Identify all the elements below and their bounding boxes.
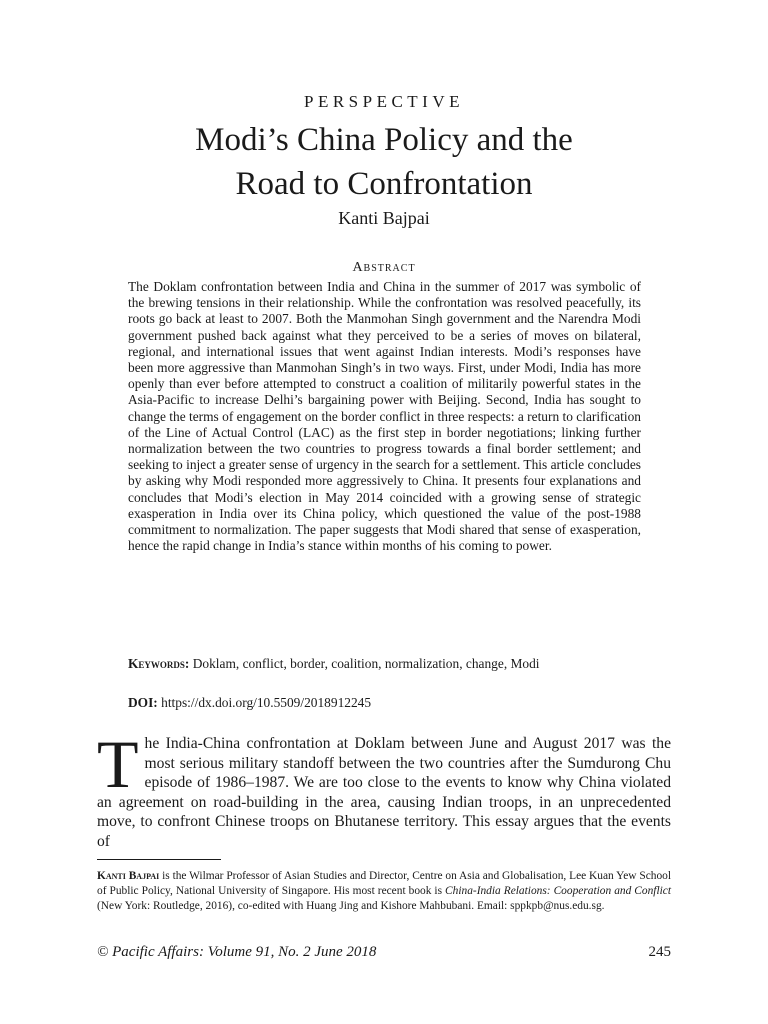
doi-link[interactable]: https://dx.doi.org/10.5509/2018912245	[161, 695, 372, 710]
article-title	[0, 118, 768, 206]
drop-cap: T	[97, 726, 139, 802]
footnote-author-name: Kanti Bajpai	[97, 870, 160, 882]
footnote-text-2: (New York: Routledge, 2016), co-edited with Huang Jing and Kishore Mahbubani. Email: sppkpb@nus.edu.sg.	[97, 900, 605, 912]
author-footnote	[97, 869, 671, 914]
title-line-1: Modi’s China Policy and the	[195, 122, 573, 158]
keywords	[128, 656, 641, 672]
section-label: PERSPECTIVE	[303, 92, 465, 111]
title-line-2: Road to Confrontation	[235, 166, 533, 202]
footnote-text-1: is the Wilmar Professor of Asian Studies and Director, Centre on Asia and Globalisation, Lee Kuan Yew School of Public Policy, National University of Singapore. His most recent book is	[97, 870, 671, 897]
abstract-text: The Doklam confrontation between India and China in the summer of 2017 was symbolic of the brewing tensions in their relationship. While the confrontation was resolved peacefully, its roots go back at least to 2007. Both the Manmohan Singh government and the Narendra Modi government pushed back against what they perceived to be a series of moves on bilateral, regional, and international issues that went against Indian interests. Modi’s responses have been more aggressive than Manmohan Singh’s in two ways. First, under Modi, India has more openly than ever before attempted to construct a coalition of militarily powerful states in the Asia-Pacific to increase Delhi’s bargaining power with Beijing. Second, India has sought to change the terms of engagement on the border conflict in three respects: a return to clarification of the Line of Actual Control (LAC) as the first step in border negotiations; linking further normalization between the two countries to progress towards a final border settlement; and seeking to inject a greater sense of urgency in the search for a settlement. This article concludes by asking why Modi responded more aggressively to China. It presents four explanations and concludes that Modi’s election in May 2014 coincided with a growing sense of strategic exasperation in India over its China policy, which questioned the value of the post-1988 commitment to normalization. The paper suggests that Modi shared that sense of exasperation, hence the rapid change in India’s stance within months of his coming to power.	[128, 279, 641, 554]
abstract-heading: Abstract	[352, 260, 416, 275]
doi-label: DOI:	[128, 695, 158, 710]
footnote-book-title: China-India Relations: Cooperation and Conflict	[445, 885, 671, 897]
keywords-label: Keywords:	[128, 656, 190, 671]
journal-citation: © Pacific Affairs: Volume 91, No. 2 June 2018	[97, 944, 377, 960]
body-paragraph	[97, 726, 671, 851]
doi	[128, 695, 641, 711]
keywords-text: Doklam, conflict, border, coalition, normalization, change, Modi	[192, 656, 540, 671]
page-number: 245	[648, 944, 671, 960]
footnote-divider	[97, 859, 221, 860]
author-name: Kanti Bajpai	[338, 208, 430, 228]
body-text: he India-China confrontation at Doklam between June and August 2017 was the most serious military standoff between the two countries after the Sumdurong Chu episode of 1986–1987. We are too close to the events to know why China violated an agreement on road-building in the area, causing Indian troops, in an unprecedented move, to confront Chinese troops on Bhutanese territory. This essay argues that the events of	[97, 735, 671, 850]
